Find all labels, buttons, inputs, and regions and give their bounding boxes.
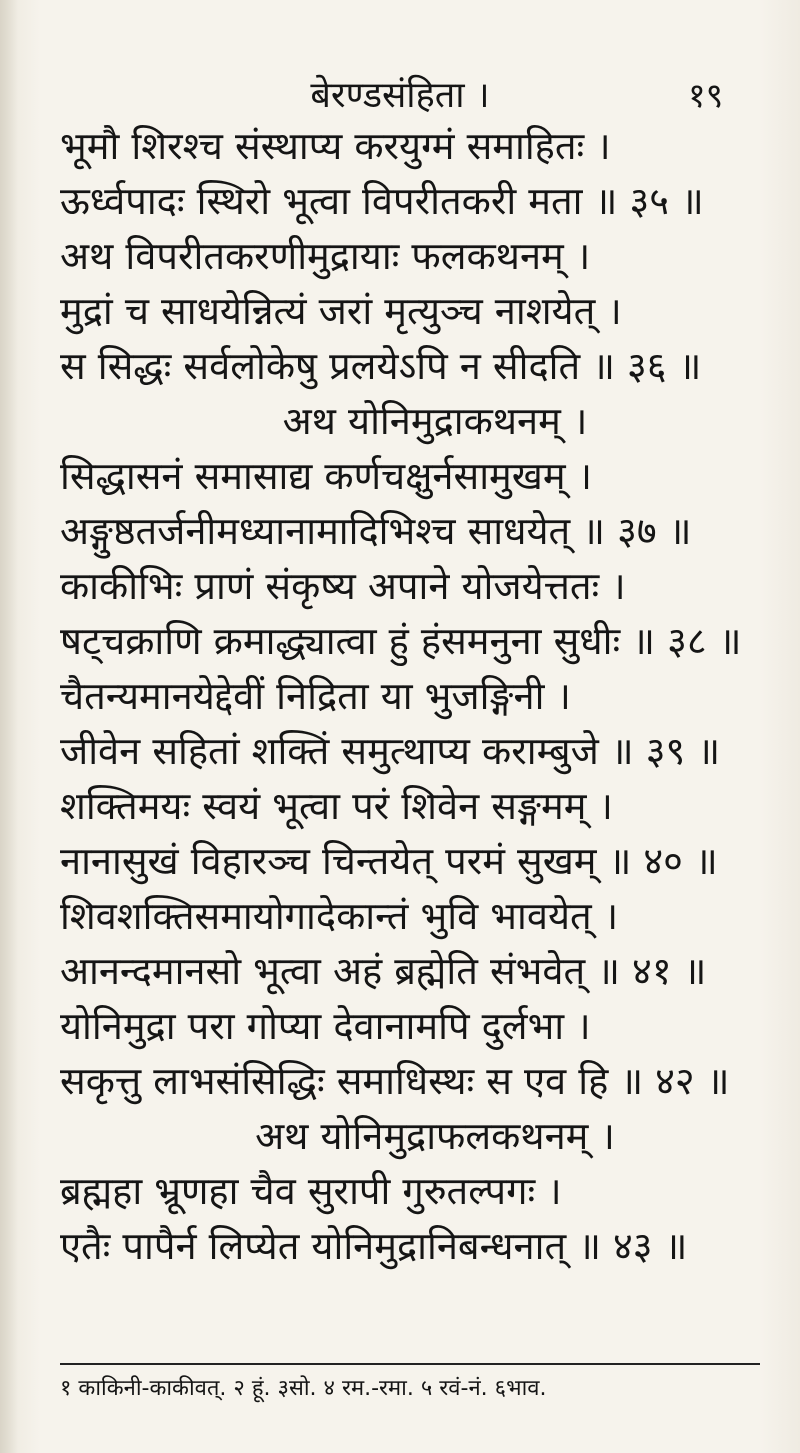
verse-line: सकृत्तु लाभसंसिद्धिः समाधिस्थः स एव हि ॥ ४२ ॥ bbox=[60, 1059, 730, 1103]
verse-line: ब्रह्महा भ्रूणहा चैव सुरापी गुरुतल्पगः । bbox=[60, 1169, 562, 1213]
verse-line: आनन्दमानसो भूत्वा अहं ब्रह्मेति संभवेत् ॥ ४१ ॥ bbox=[60, 949, 707, 993]
page-header bbox=[0, 66, 800, 126]
verse-line: नानासुखं विहारञ्च चिन्तयेत् परमं सुखम् ॥ ४० ॥ bbox=[60, 839, 718, 883]
verse-line: एतैः पापैर्न लिप्येत योनिमुद्रानिबन्धनात् ॥ ४३ ॥ bbox=[60, 1224, 688, 1268]
verse-line: भूमौ शिरश्च संस्थाप्य करयुग्मं समाहितः । bbox=[60, 124, 611, 168]
verse-line: शिवशक्तिसमायोगादेकान्तं भुवि भावयेत् । bbox=[60, 894, 619, 938]
section-heading: अथ विपरीतकरणीमुद्रायाः फलकथनम् । bbox=[60, 234, 591, 278]
verse-line: अङ्गुष्ठतर्जनीमध्यानामादिभिश्च साधयेत् ॥ ३७ ॥ bbox=[60, 509, 692, 553]
verse-line: मुद्रां च साधयेन्नित्यं जरां मृत्युञ्च नाशयेत् । bbox=[60, 289, 622, 333]
footnote-divider bbox=[60, 1363, 760, 1365]
page-number: १९ bbox=[688, 76, 724, 116]
verse-line: स सिद्धः सर्वलोकेषु प्रलयेऽपि न सीदति ॥ ३६ ॥ bbox=[60, 344, 702, 388]
section-heading: अथ योनिमुद्राफलकथनम् । bbox=[255, 1114, 615, 1158]
verse-line: जीवेन सहितां शक्तिं समुत्थाप्य कराम्बुजे ॥ ३९ ॥ bbox=[60, 729, 721, 773]
verse-line: षट्चक्राणि क्रमाद्ध्यात्वा हुं हंसमनुना सुधीः ॥ ३८ ॥ bbox=[60, 619, 742, 663]
verse-line: ऊर्ध्वपादः स्थिरो भूत्वा विपरीतकरी मता ॥ ३५ ॥ bbox=[60, 179, 704, 223]
section-heading: अथ योनिमुद्राकथनम् । bbox=[282, 399, 588, 443]
page-edge-shadow bbox=[0, 0, 18, 1453]
verse-line: योनिमुद्रा परा गोप्या देवानामपि दुर्लभा । bbox=[60, 1004, 591, 1048]
verse-line: चैतन्यमानयेद्देवीं निद्रिता या भुजङ्गिनी । bbox=[60, 674, 571, 718]
verse-line: सिद्धासनं समासाद्य कर्णचक्षुर्नसामुखम् । bbox=[60, 454, 593, 498]
verse-line: शक्तिमयः स्वयं भूत्वा परं शिवेन सङ्गमम् । bbox=[60, 784, 613, 828]
verse-line: काकीभिः प्राणं संकृष्य अपाने योजयेत्ततः । bbox=[60, 564, 626, 608]
running-title: बेरण्डसंहिता । bbox=[310, 75, 490, 116]
footnote: १ काकिनी-काकीवत्. २ हूं. ३सो. ४ रम.-रमा. ५ रवं-नं. ६भाव. bbox=[60, 1376, 547, 1401]
